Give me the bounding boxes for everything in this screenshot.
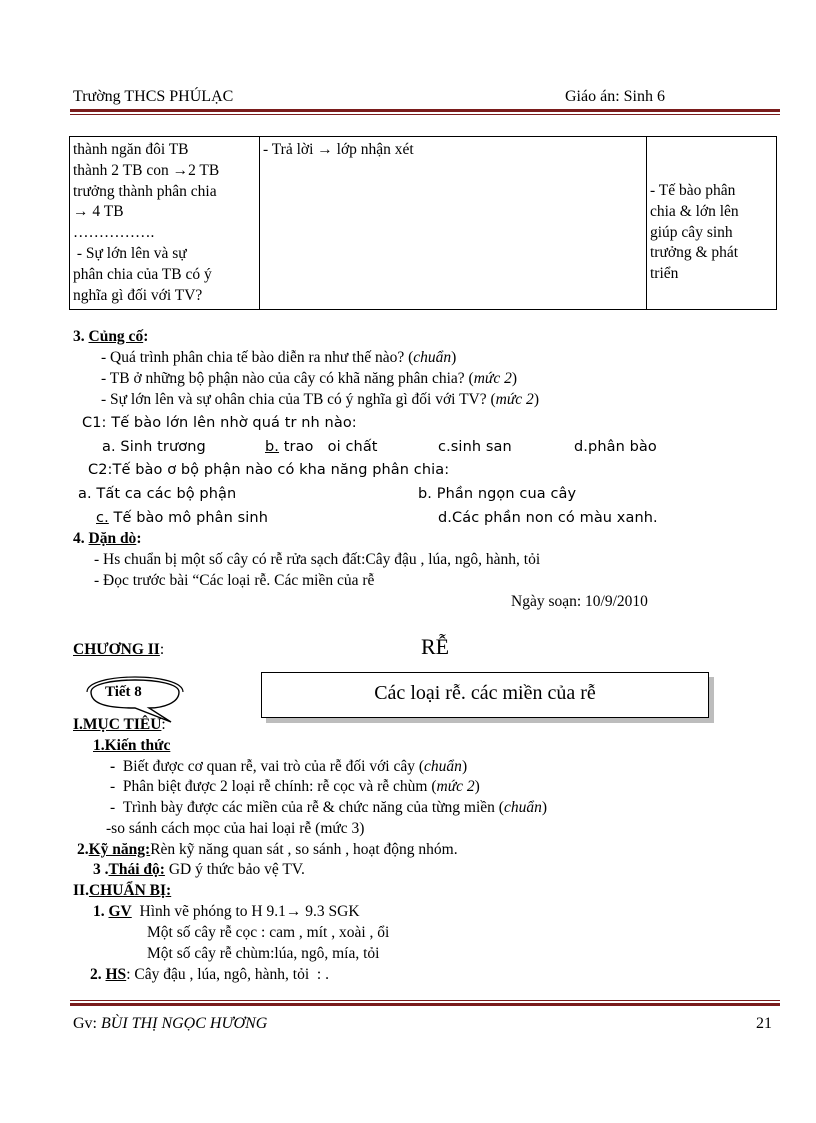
quiz-c2-option-d: d.Các phần non có màu xanh. <box>438 510 658 526</box>
section-dando-heading: 4. Dặn dò: <box>73 530 142 547</box>
table-cell-activity <box>260 137 647 310</box>
table-line: triển <box>650 265 679 283</box>
thaido-line: 3 .Thái độ: GD ý thức bảo vệ TV. <box>93 861 305 878</box>
table-line: thành 2 TB con →2 TB <box>73 161 220 179</box>
table-line: giúp cây sinh <box>650 223 733 241</box>
section-muctieu-heading: I.MỤC TIÊU: <box>73 716 166 733</box>
chuanbi-hs-line: 2. HS: Cây đậu , lúa, ngô, hành, tỏi : . <box>90 966 329 983</box>
table-line: ……………. <box>73 224 155 242</box>
quiz-c1-option-d: d.phân bào <box>574 439 657 455</box>
kienthuc-item-2: - Phân biệt được 2 loại rễ chính: rễ cọc và rễ chùm (mức 2) <box>110 778 480 795</box>
table-line: → 4 TB <box>73 203 124 221</box>
table-line: - Trả lời → lớp nhận xét <box>263 141 414 158</box>
cungco-question-2: - TB ở những bộ phận nào của cây có khã năng phân chia? (mức 2) <box>101 370 518 387</box>
lesson-title: Các loại rễ. các miền của rễ <box>374 682 596 704</box>
header-rule-thin <box>70 114 780 115</box>
table-line: thành ngăn đôi TB <box>73 141 189 158</box>
quiz-c2-option-c: c. Tế bào mô phân sinh <box>96 510 269 526</box>
quiz-c2-option-a: a. Tất ca các bộ phận <box>78 486 237 502</box>
page-number: 21 <box>756 1015 772 1032</box>
lesson-table <box>69 136 777 310</box>
table-line: phân chia của TB có ý <box>73 265 212 283</box>
header-rule <box>70 109 780 112</box>
dando-line-2: - Đọc trước bài “Các loại rễ. Các miền của rễ <box>94 572 375 589</box>
kienthuc-heading: 1.Kiến thức <box>93 737 171 754</box>
kynang-line: 2.Kỹ năng:Rèn kỹ năng quan sát , so sánh , hoạt động nhóm. <box>77 841 458 858</box>
cungco-question-1: - Quá trình phân chia tế bào diễn ra như thế nào? (chuẩn) <box>101 349 457 366</box>
table-row <box>70 137 777 310</box>
date-prepared: Ngày soạn: 10/9/2010 <box>511 593 648 610</box>
table-line: trưởng thành phân chia <box>73 182 217 200</box>
table-line: - Sự lớn lên và sự <box>73 244 187 262</box>
table-line: nghĩa gì đối với TV? <box>73 286 203 304</box>
quiz-c2-question: C2:Tế bào ơ bộ phận nào có kha năng phân chia: <box>88 462 450 478</box>
dando-line-1: - Hs chuẩn bị một số cây có rễ rửa sạch đất:Cây đậu , lúa, ngô, hành, tỏi <box>94 551 541 568</box>
chuanbi-gv-line: 1. GV Hình vẽ phóng to H 9.1→ 9.3 SGK <box>93 903 360 920</box>
table-line: chia & lớn lên <box>650 202 739 220</box>
kienthuc-item-1: - Biết được cơ quan rễ, vai trò của rễ đối với cây (chuẩn) <box>110 758 468 775</box>
header-school: Trường THCS PHÚLẠC <box>73 88 234 105</box>
header-subject: Giáo án: Sinh 6 <box>565 88 665 105</box>
chapter-label: CHƯƠNG II: <box>73 641 165 658</box>
lesson-title-box <box>261 672 709 718</box>
chuanbi-gv-item-1: Một số cây rễ cọc : cam , mít , xoài , ổi <box>147 924 390 941</box>
table-line: trưởng & phát <box>650 244 739 262</box>
table-line: - Tế bào phân <box>650 182 736 199</box>
footer-rule-thin <box>70 1000 780 1001</box>
chapter-title: RỄ <box>421 634 450 659</box>
section-chuanbi-heading: II.CHUẨN BỊ: <box>73 882 172 899</box>
kienthuc-item-4: -so sánh cách mọc của hai loại rễ (mức 3) <box>106 820 365 837</box>
table-cell-question <box>70 137 260 310</box>
quiz-c1-option-b: b. trao oi chất <box>265 439 378 455</box>
footer-rule <box>70 1003 780 1006</box>
quiz-c2-option-b: b. Phần ngọn cua cây <box>418 486 577 502</box>
cungco-question-3: - Sự lớn lên và sự ohân chia của TB có ý nghĩa gì đối với TV? (mức 2) <box>101 391 539 408</box>
quiz-c1-option-c: c.sinh san <box>438 439 512 455</box>
quiz-c1-question: C1: Tế bào lớn lên nhờ quá tr nh nào: <box>82 415 357 431</box>
footer-teacher: Gv: BÙI THỊ NGỌC HƯƠNG <box>73 1015 268 1032</box>
lesson-badge: Tiết 8 <box>105 684 142 700</box>
section-cungco-heading: 3. Củng cố: <box>73 328 149 345</box>
kienthuc-item-3: - Trình bày được các miền của rễ & chức năng của từng miền (chuẩn) <box>110 799 548 816</box>
table-cell-content <box>647 137 777 310</box>
quiz-c1-option-a: a. Sinh trương <box>102 439 206 455</box>
chuanbi-gv-item-2: Một số cây rễ chùm:lúa, ngô, mía, tỏi <box>147 945 380 962</box>
